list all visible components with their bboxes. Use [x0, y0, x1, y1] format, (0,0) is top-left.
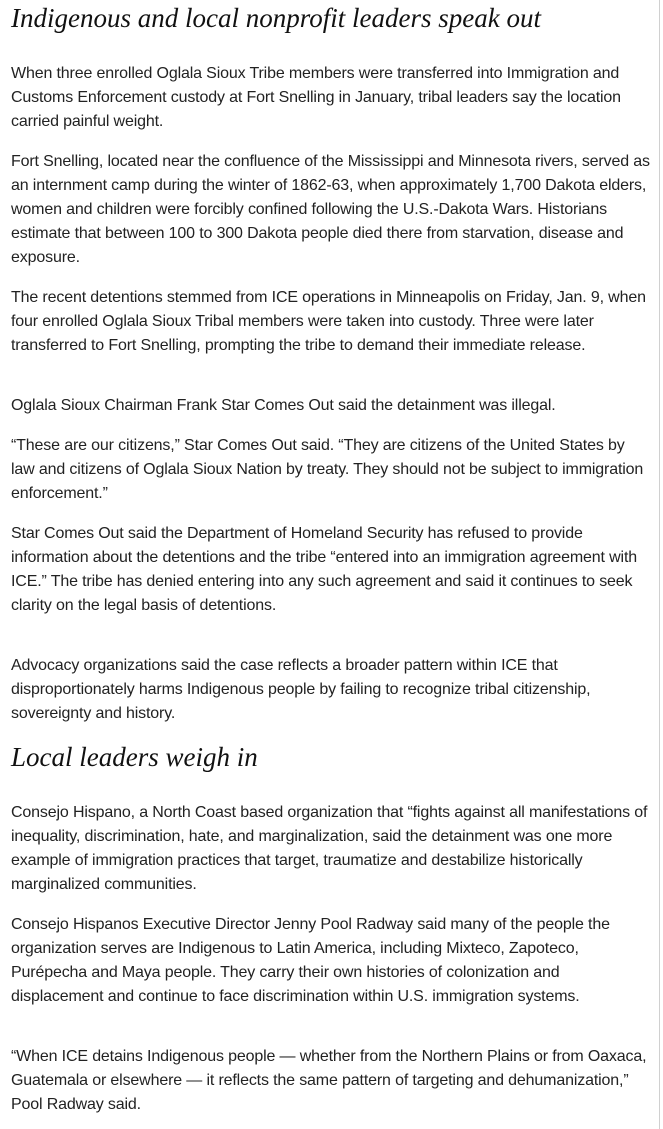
article-paragraph: “These are our citizens,” Star Comes Out said. “They are citizens of the United States by law and citizens of Oglala Sioux Nation by treaty. They should not be subject to immigration enforcement.” — [11, 437, 644, 502]
article-paragraph: Star Comes Out said the Department of Homeland Security has refused to provide information about the detentions and the tribe “entered into an immigration agreement with ICE.” The tribe has denied entering into any such agreement and said it continues to seek clarity on the legal basis of detentions. — [11, 525, 637, 614]
article-paragraph: Advocacy organizations said the case reflects a broader pattern within ICE that disproportionately harms Indigenous people by failing to recognize tribal citizenship, sovereignty and history. — [11, 657, 591, 722]
section-heading-indigenous-leaders: Indigenous and local nonprofit leaders speak out — [11, 3, 541, 33]
article-paragraph: The recent detentions stemmed from ICE operations in Minneapolis on Friday, Jan. 9, when four enrolled Oglala Sioux Tribal members were taken into custody. Three were later transferred to Fort Snelling, prompting the tribe to demand their immediate release. — [11, 289, 646, 354]
article-paragraph: Oglala Sioux Chairman Frank Star Comes Out said the detainment was illegal. — [11, 397, 556, 414]
section-heading-local-leaders: Local leaders weigh in — [11, 742, 258, 772]
article-paragraph: When three enrolled Oglala Sioux Tribe members were transferred into Immigration and Customs Enforcement custody at Fort Snelling in January, tribal leaders say the location carried painful weight. — [11, 65, 621, 130]
article-paragraph: Fort Snelling, located near the confluence of the Mississippi and Minnesota rivers, served as an internment camp during the winter of 1862-63, when approximately 1,700 Dakota elders, women and children were forcibly confined following the U.S.-Dakota Wars. Historians estimate that between 100 to 300 Dakota people died there from starvation, disease and exposure. — [11, 153, 650, 266]
page-edge-divider — [659, 0, 660, 1129]
article-paragraph: Consejo Hispanos Executive Director Jenny Pool Radway said many of the people the organization serves are Indigenous to Latin America, including Mixteco, Zapoteco, Purépecha and Maya people. They carry their own histories of colonization and displacement and continue to face discrimination within U.S. immigration systems. — [11, 916, 610, 1005]
article-paragraph: “When ICE detains Indigenous people — whether from the Northern Plains or from Oaxaca, Guatemala or elsewhere — it reflects the same pattern of targeting and dehumanization,” Pool Radway said. — [11, 1048, 647, 1113]
article-paragraph: Consejo Hispano, a North Coast based organization that “fights against all manifestations of inequality, discrimination, hate, and marginalization, said the detainment was one more example of immigration practices that target, traumatize and destabilize historically marginalized communities. — [11, 804, 648, 893]
